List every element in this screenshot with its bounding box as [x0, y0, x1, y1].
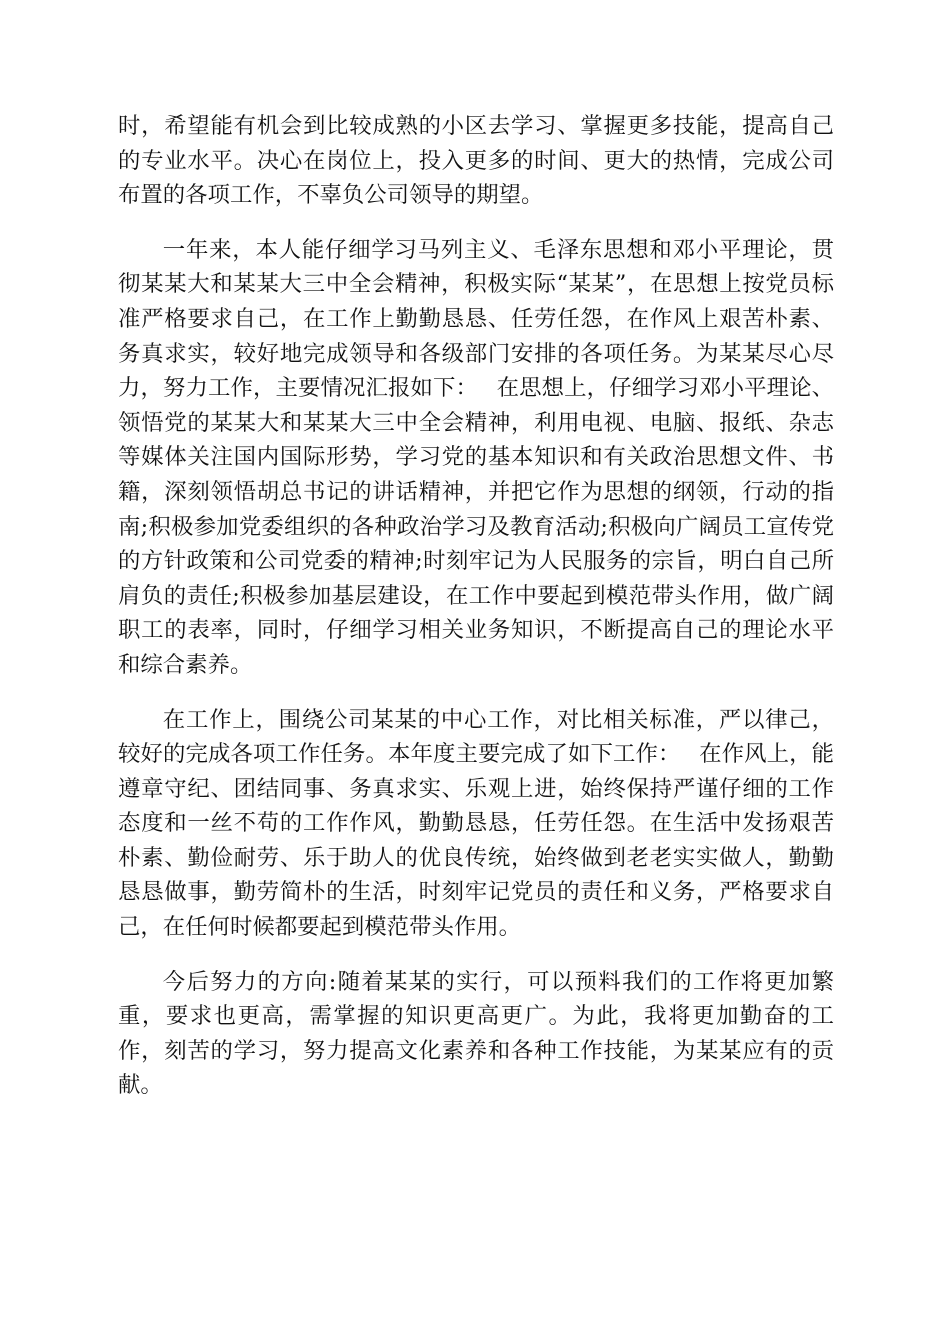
paragraph-4: 今后努力的方向:随着某某的实行，可以预料我们的工作将更加繁重，要求也更高，需掌握的知识更高更广。为此，我将更加勤奋的工作，刻苦的学习，努力提高文化素养和各种工作技能，为某某应有的贡献。 [118, 968, 834, 1099]
paragraph-2: 一年来，本人能仔细学习马列主义、毛泽东思想和邓小平理论，贯彻某某大和某某大三中全会精神，积极实际“某某”，在思想上按党员标准严格要求自己，在工作上勤勤恳恳、任劳任怨，在作风上艰苦朴素、务真求实，较好地完成领导和各级部门安排的各项任务。为某某尽心尽力，努力工作，主要情况汇报如下： 在思想上，仔细学习邓小平理论、领悟党的某某大和某某大三中全会精神，利用电视、电脑、报纸、杂志等媒体关注国内国际形势，学习党的基本知识和有关政治思想文件、书籍，深刻领悟胡总书记的讲话精神，并把它作为思想的纲领，行动的指南;积极参加党委组织的各种政治学习及教育活动;积极向广阔员工宣传党的方针政策和公司党委的精神;时刻牢记为人民服务的宗旨，明白自己所肩负的责任;积极参加基层建设，在工作中要起到模范带头作用，做广阔职工的表率，同时，仔细学习相关业务知识，不断提高自己的理论水平和综合素养。 [118, 236, 834, 678]
paragraph-3: 在工作上，围绕公司某某的中心工作，对比相关标准，严以律己，较好的完成各项工作任务。本年度主要完成了如下工作： 在作风上，能遵章守纪、团结同事、务真求实、乐观上进，始终保持严谨仔细的工作态度和一丝不苟的工作作风，勤勤恳恳，任劳任怨。在生活中发扬艰苦朴素、勤俭耐劳、乐于助人的优良传统，始终做到老老实实做人，勤勤恳恳做事，勤劳简朴的生活，时刻牢记党员的责任和义务，严格要求自己，在任何时候都要起到模范带头作用。 [118, 706, 834, 941]
document-body [118, 109, 834, 1123]
paragraph-1: 时，希望能有机会到比较成熟的小区去学习、掌握更多技能，提高自己的专业水平。决心在岗位上，投入更多的时间、更大的热情，完成公司布置的各项工作，不辜负公司领导的期望。 [118, 113, 834, 209]
